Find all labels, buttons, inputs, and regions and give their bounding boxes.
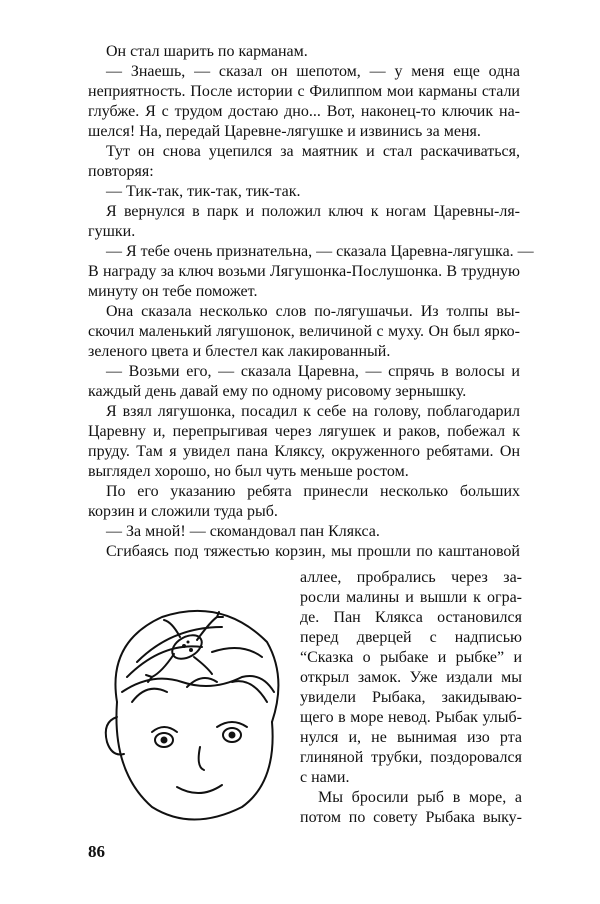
text-line: Тут он снова уцепился за маятник и стал раскачиваться, — [106, 143, 520, 160]
text-line: аллее, пробрались через за- — [300, 569, 522, 586]
text-line: пруду. Там я увидел пана Кляксу, окруженного ребятами. Он — [88, 443, 520, 460]
text-line: перед дверцей с надписью — [300, 629, 522, 646]
text-line: Я взял лягушонка, посадил к себе на голову, поблагодарил — [106, 403, 520, 420]
text-line: глубже. Я с трудом достаю дно... Вот, наконец-то ключик на- — [88, 103, 520, 120]
text-line: — Знаешь, — сказал он шепотом, — у меня еще одна — [106, 63, 520, 80]
text-line: увидели Рыбака, закидываю- — [300, 689, 522, 706]
text-line: Сгибаясь под тяжестью корзин, мы прошли по каштановой — [106, 543, 520, 560]
text-line: Он стал шарить по карманам. — [106, 43, 308, 60]
text-line: корзин и сложили туда рыб. — [88, 503, 278, 520]
text-line: — Я тебе очень признательна, — сказала Царевна-лягушка. — — [106, 243, 534, 260]
text-line: неприятность. После истории с Филиппом мои карманы стали — [88, 83, 520, 100]
text-line: открыл замок. Уже издали мы — [300, 669, 522, 686]
text-line: — Тик-так, тик-так, тик-так. — [106, 183, 301, 200]
text-line: В награду за ключ возьми Лягушонка-Послушонка. В трудную — [88, 263, 520, 280]
main-text-column — [88, 42, 534, 562]
text-line: потом по совету Рыбака выку- — [300, 809, 522, 826]
text-line: Она сказала несколько слов по-лягушачьи. Из толпы вы- — [106, 303, 520, 320]
text-line: повторяя: — [88, 163, 154, 180]
text-line: с нами. — [300, 769, 350, 786]
boy-with-frog-illustration — [92, 582, 292, 832]
page-number: 86 — [88, 842, 105, 861]
text-line: зеленого цвета и блестел как лакированный. — [88, 343, 391, 360]
text-line: нулся и, не вынимая изо рта — [300, 729, 522, 746]
text-line: Я вернулся в парк и положил ключ к ногам Царевны-ля- — [106, 203, 520, 220]
text-line: — За мной! — скомандовал пан Клякса. — [106, 523, 380, 540]
text-line: По его указанию ребята принесли несколько больших — [106, 483, 520, 500]
text-line: выглядел хорошо, но был чуть меньше ростом. — [88, 463, 409, 480]
text-line: Мы бросили рыб в море, а — [318, 789, 522, 806]
text-line: глиняной трубки, поздоровался — [300, 749, 522, 766]
text-line: минуту он тебе поможет. — [88, 283, 258, 300]
text-line: де. Пан Клякса остановился — [300, 609, 522, 626]
text-line: — Возьми его, — сказала Царевна, — спрячь в волосы и — [106, 363, 520, 380]
text-line: шелся! На, передай Царевне-лягушке и извинись за меня. — [88, 123, 481, 140]
text-line: Царевну и, перепрыгивая через лягушек и раков, побежал к — [88, 423, 520, 440]
text-line: гушки. — [88, 223, 136, 240]
text-line: скочил маленький лягушонок, величиной с муху. Он был ярко- — [88, 323, 520, 340]
text-line: щего в море невод. Рыбак улыб- — [300, 709, 522, 726]
text-line: каждый день давай ему по одному рисовому зернышку. — [88, 383, 467, 400]
text-line: росли малины и вышли к огра- — [300, 589, 522, 606]
text-line: “Сказка о рыбаке и рыбке” и — [300, 649, 522, 666]
side-text-column — [300, 568, 522, 828]
